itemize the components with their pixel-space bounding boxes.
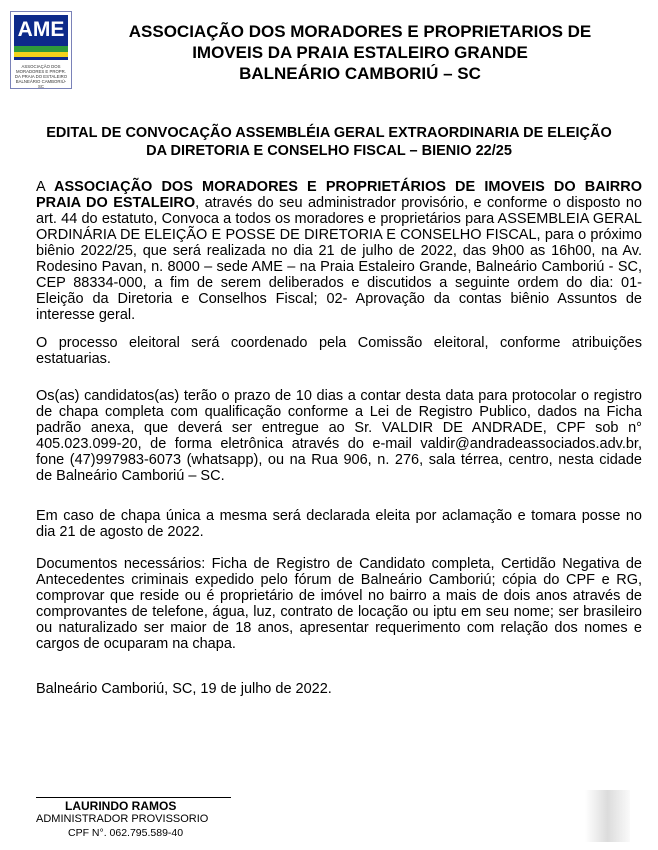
logo-text: AME <box>17 18 65 41</box>
association-name-bold: ASSOCIAÇÃO DOS MORADORES E PROPRIETÁRIOS DE IMOVEIS DO BAIRRO PRAIA DO ESTALEIRO <box>36 179 643 211</box>
place-and-date: Balneário Camboriú, SC, 19 de julho de 2022. <box>36 681 332 697</box>
logo-subtext: ASSOCIAÇÃO DOS MORADORES E PROPR. DA PRAIA DO ESTALEIRO BALNEÁRIO CAMBORIÚ-SC <box>14 64 68 89</box>
paragraph-electoral-process: O processo eleitoral será coordenado pela Comissão eleitoral, conforme atribuições estatuarias. <box>36 335 642 367</box>
header-line-2: IMOVEIS DA PRAIA ESTALEIRO GRANDE <box>192 43 528 62</box>
signatory-cpf: CPF N°. 062.795.589-40 <box>68 827 184 839</box>
header-line-3: BALNEÁRIO CAMBORIÚ – SC <box>239 64 481 83</box>
paragraph-candidates: Os(as) candidatos(as) terão o prazo de 10 dias a contar desta data para protocolar o registro de chapa completa com qualificação conforme a Lei de Registro Publico, dados na Ficha padrão anexa, que deverá ser entregue ao Sr. VALDIR DE ANDRADE, CPF sob n° 405.023.099-20, de forma eletrônica através do e-mail valdir@andradeassociados.adv.br, fone (47)997983-6073 (whatsapp), ou na Rua 906, n. 276, sala térrea, centro, nesta cidade de Balneário Camboriú – SC. <box>36 388 642 484</box>
logo-yellow-stripe <box>14 52 68 57</box>
paragraph-convocation-lead: A <box>36 179 55 195</box>
paragraph-single-slate: Em caso de chapa única a mesma será declarada eleita por aclamação e tomara posse no dia 21 de agosto de 2022. <box>36 508 642 540</box>
paragraph-documents: Documentos necessários: Ficha de Registro de Candidato completa, Certidão Negativa de Antecedentes criminais expedido pelo fórum de Balneário Camboriú; cópia do CPF e RG, comprovar que reside ou é proprietário de imóvel no bairro a mais de dois anos através de comprovantes de telefone, água, luz, contrato de locação ou iptu em seu nome; ser brasileiro ou naturalizado ser maior de 18 anos, apresentar requerimento com relação dos nomes e cargos de ocuparam na chapa. <box>36 556 642 652</box>
header-line-1: ASSOCIAÇÃO DOS MORADORES E PROPRIETARIOS DE <box>128 22 592 41</box>
paragraph-convocation-text: , através do seu administrador provisório, e conforme o disposto no art. 44 do estatuto, Convoca a todos os moradores e proprietários para ASSEMBLEIA GERAL ORDINÁRIA DE ELEIÇÃO E POSSE DE DIRETORIA E CONSELHO FISCAL, para o próximo biênio 2022/25, que será realizada no dia 21 de julho de 2022, das 9h00 as 16h00, na Av. Rodesino Pavan, n. 8000 – sede AME – na Praia Estaleiro Grande, Balneário Camboriú - SC, CEP 88334-000, a fim de serem deliberados e discutidos a seguinte ordem do dia: 01- Eleição da Diretoria e Conselhos Fiscal; 02- Aprovação da contas biênio Assuntos de interesse geral. <box>36 195 642 323</box>
notice-title-line-1: EDITAL DE CONVOCAÇÃO ASSEMBLÉIA GERAL EXTRAORDINARIA DE ELEIÇÃO <box>46 125 612 141</box>
notice-title-line-2: DA DIRETORIA E CONSELHO FISCAL – BIENIO 22/25 <box>146 143 512 159</box>
paragraph-convocation <box>36 179 642 323</box>
signatory-name: LAURINDO RAMOS <box>65 799 177 813</box>
scan-shadow <box>585 790 630 842</box>
signature-line <box>36 797 231 798</box>
association-logo <box>10 11 72 89</box>
signatory-role: ADMINISTRADOR PROVISSORIO <box>36 813 209 825</box>
